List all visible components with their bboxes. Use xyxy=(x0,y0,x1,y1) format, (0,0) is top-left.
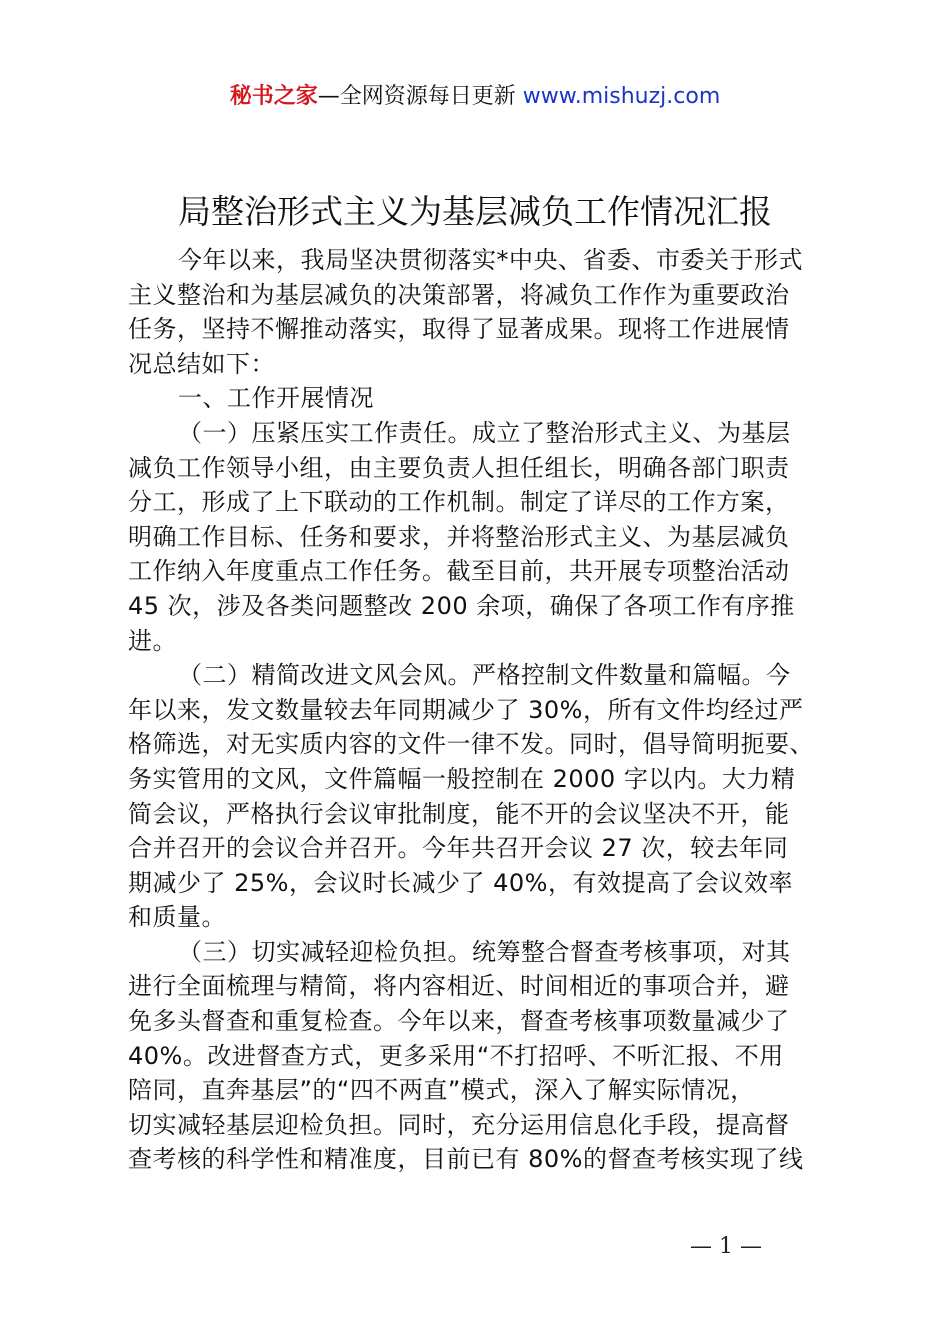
body-line: 40%。改进督查方式，更多采用“不打招呼、不听汇报、不用 xyxy=(128,1041,784,1070)
body-line: 格筛选，对无实质内容的文件一律不发。同时，倡导简明扼要、 xyxy=(128,730,814,759)
body-line: 合并召开的会议合并召开。今年共召开会议 27 次，较去年同 xyxy=(128,834,789,863)
body-line: 陪同，直奔基层”的“四不两直”模式，深入了解实际情况， xyxy=(128,1076,755,1105)
body-line: 和质量。 xyxy=(128,903,226,932)
body-line: 简会议，严格执行会议审批制度，能不开的会议坚决不开，能 xyxy=(128,799,790,828)
body-line: 减负工作领导小组，由主要负责人担任组长，明确各部门职责 xyxy=(128,453,790,482)
site-brand: 秘书之家 xyxy=(229,84,318,109)
body-line: 免多头督查和重复检查。今年以来，督查考核事项数量减少了 xyxy=(128,1007,790,1036)
site-header xyxy=(0,82,950,112)
document-title: 局整治形式主义为基层减负工作情况汇报 xyxy=(178,192,772,231)
body-line: 况总结如下： xyxy=(128,349,275,378)
body-line: 务实管用的文风，文件篇幅一般控制在 2000 字以内。大力精 xyxy=(128,764,796,793)
body-line: 主义整治和为基层减负的决策部署，将减负工作作为重要政治 xyxy=(128,280,790,309)
body-line: 进。 xyxy=(128,626,177,655)
document-body xyxy=(128,243,838,1177)
body-line: 年以来，发文数量较去年同期减少了 30%，所有文件均经过严 xyxy=(128,695,804,724)
body-line: （一）压紧压实工作责任。成立了整治形式主义、为基层 xyxy=(178,418,791,447)
body-line: 进行全面梳理与精简，将内容相近、时间相近的事项合并，避 xyxy=(128,972,790,1001)
body-line: 任务，坚持不懈推动落实，取得了显著成果。现将工作进展情 xyxy=(128,315,790,344)
body-line: （二）精简改进文风会风。严格控制文件数量和篇幅。今 xyxy=(178,661,791,690)
body-line: （三）切实减轻迎检负担。统筹整合督查考核事项，对其 xyxy=(178,937,791,966)
body-line: 查考核的科学性和精准度，目前已有 80%的督查考核实现了线 xyxy=(128,1145,804,1174)
body-line: 切实减轻基层迎检负担。同时，充分运用信息化手段，提高督 xyxy=(128,1110,790,1139)
body-line: 45 次，涉及各类问题整改 200 余项，确保了各项工作有序推 xyxy=(128,591,795,620)
site-tagline: —全网资源每日更新 xyxy=(317,84,523,109)
body-line: 明确工作目标、任务和要求，并将整治形式主义、为基层减负 xyxy=(128,522,790,551)
body-line: 今年以来，我局坚决贯彻落实*中央、省委、市委关于形式 xyxy=(178,246,803,274)
body-line: 期减少了 25%，会议时长减少了 40%，有效提高了会议效率 xyxy=(128,868,793,897)
page-number: — 1 — xyxy=(690,1234,762,1259)
section-heading: 一、工作开展情况 xyxy=(178,384,374,413)
body-line: 工作纳入年度重点工作任务。截至目前，共开展专项整治活动 xyxy=(128,557,790,586)
body-line: 分工，形成了上下联动的工作机制。制定了详尽的工作方案， xyxy=(128,488,790,517)
site-url-link[interactable]: www.mishuzj.com xyxy=(522,84,721,109)
